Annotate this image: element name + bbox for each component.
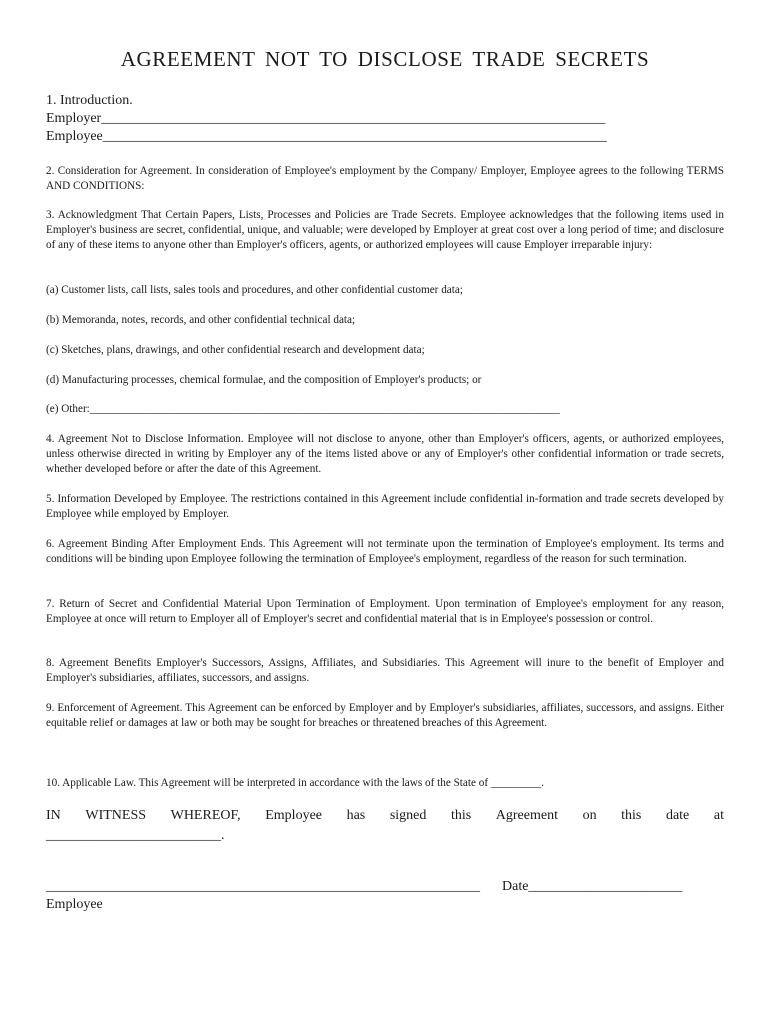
signature-block xyxy=(46,878,724,914)
item-e-other: (e) Other:____________________________________________________________________________________ xyxy=(46,403,560,415)
witness-word: this xyxy=(621,808,642,823)
section-10-applicable-law: 10. Applicable Law. This Agreement will be interpreted in accordance with the laws of the State of _________. xyxy=(46,777,545,789)
item-a: (a) Customer lists, call lists, sales tools and procedures, and other confidential customer data; xyxy=(46,284,463,296)
section-2-consideration: 2. Consideration for Agreement. In consideration of Employee's employment by the Company/ Employer, Employee agrees to the following TERMS AND CONDITIONS: xyxy=(46,165,724,192)
witness-word: this xyxy=(450,808,472,823)
witness-word: Agreement xyxy=(495,808,558,823)
item-d: (d) Manufacturing processes, chemical formulae, and the composition of Employer's products; or xyxy=(46,374,482,386)
section-4-not-to-disclose: 4. Agreement Not to Disclose Information. Employee will not disclose to anyone, other than Employer's officers, agents, or authorized employees, unless otherwise directed in writing by Employer any of the items listed above or any of Employer's other confidential information or trade secrets, whether developed before or after the date of this Agreement. xyxy=(46,433,724,475)
section-7-return-of-material: 7. Return of Secret and Confidential Material Upon Termination of Employment. Upon termination of Employee's employment for any reason, Employee at once will return to Employer all of Employer's secret and confidential material that is in Employee's possession or control. xyxy=(46,598,724,625)
date-line: Date______________________ xyxy=(502,879,683,894)
introduction-heading: 1. Introduction. xyxy=(46,93,133,108)
section-9-enforcement: 9. Enforcement of Agreement. This Agreement can be enforced by Employer and by Employer's subsidiaries, affiliates, successors, and assigns. Either equitable relief or damages at law or both may be sought for breaches or threatened breaches of this Agreement. xyxy=(46,702,724,729)
witness-word: WHEREOF, xyxy=(170,808,241,823)
employer-line: Employer________________________________________________________________________ xyxy=(46,111,606,126)
witness-word: on xyxy=(582,808,597,823)
witness-word: date xyxy=(665,808,690,823)
witness-clause xyxy=(46,806,724,846)
witness-word: WITNESS xyxy=(85,808,147,823)
witness-word: has xyxy=(346,808,366,823)
item-b: (b) Memoranda, notes, records, and other confidential technical data; xyxy=(46,314,356,326)
section-8-benefits-successors: 8. Agreement Benefits Employer's Successors, Assigns, Affiliates, and Subsidiaries. This Agreement will inure to the benefit of Employer and Employer's subsidiaries, affiliates, successors, and assigns. xyxy=(46,657,724,684)
introduction-block xyxy=(46,92,607,146)
signature-label: Employee xyxy=(46,897,103,912)
item-c: (c) Sketches, plans, drawings, and other confidential research and development data; xyxy=(46,344,425,356)
section-3-acknowledgment: 3. Acknowledgment That Certain Papers, Lists, Processes and Policies are Trade Secrets. Employee acknowledges that the following items used in Employer's business are secret, confidential, unique, and valuable; were developed by Employer at great cost over a long period of time; and disclosure of any of these items to anyone other than Employer's officers, agents, or authorized employees will cause Employer irreparable injury: xyxy=(46,209,724,251)
section-5-information-developed: 5. Information Developed by Employee. The restrictions contained in this Agreement include confidential in-formation and trade secrets developed by Employee while employed by Employer. xyxy=(46,493,724,520)
document-title: AGREEMENT NOT TO DISCLOSE TRADE SECRETS xyxy=(120,47,650,71)
witness-word: Employee xyxy=(265,808,322,823)
signature-line: ______________________________________________________________ xyxy=(46,879,480,894)
witness-word: signed xyxy=(389,808,427,823)
employee-line: Employee________________________________________________________________________ xyxy=(46,129,607,144)
section-6-binding-after-employment: 6. Agreement Binding After Employment Ends. This Agreement will not terminate upon the termination of Employee's employment. Its terms and conditions will be binding upon Employee following the termination of Employee's employment, regardless of the reason for such termination. xyxy=(46,538,724,565)
witness-word: at xyxy=(713,808,724,823)
witness-word: IN xyxy=(46,808,61,823)
witness-first-line xyxy=(46,806,724,826)
witness-second-line: _________________________. xyxy=(46,828,225,843)
